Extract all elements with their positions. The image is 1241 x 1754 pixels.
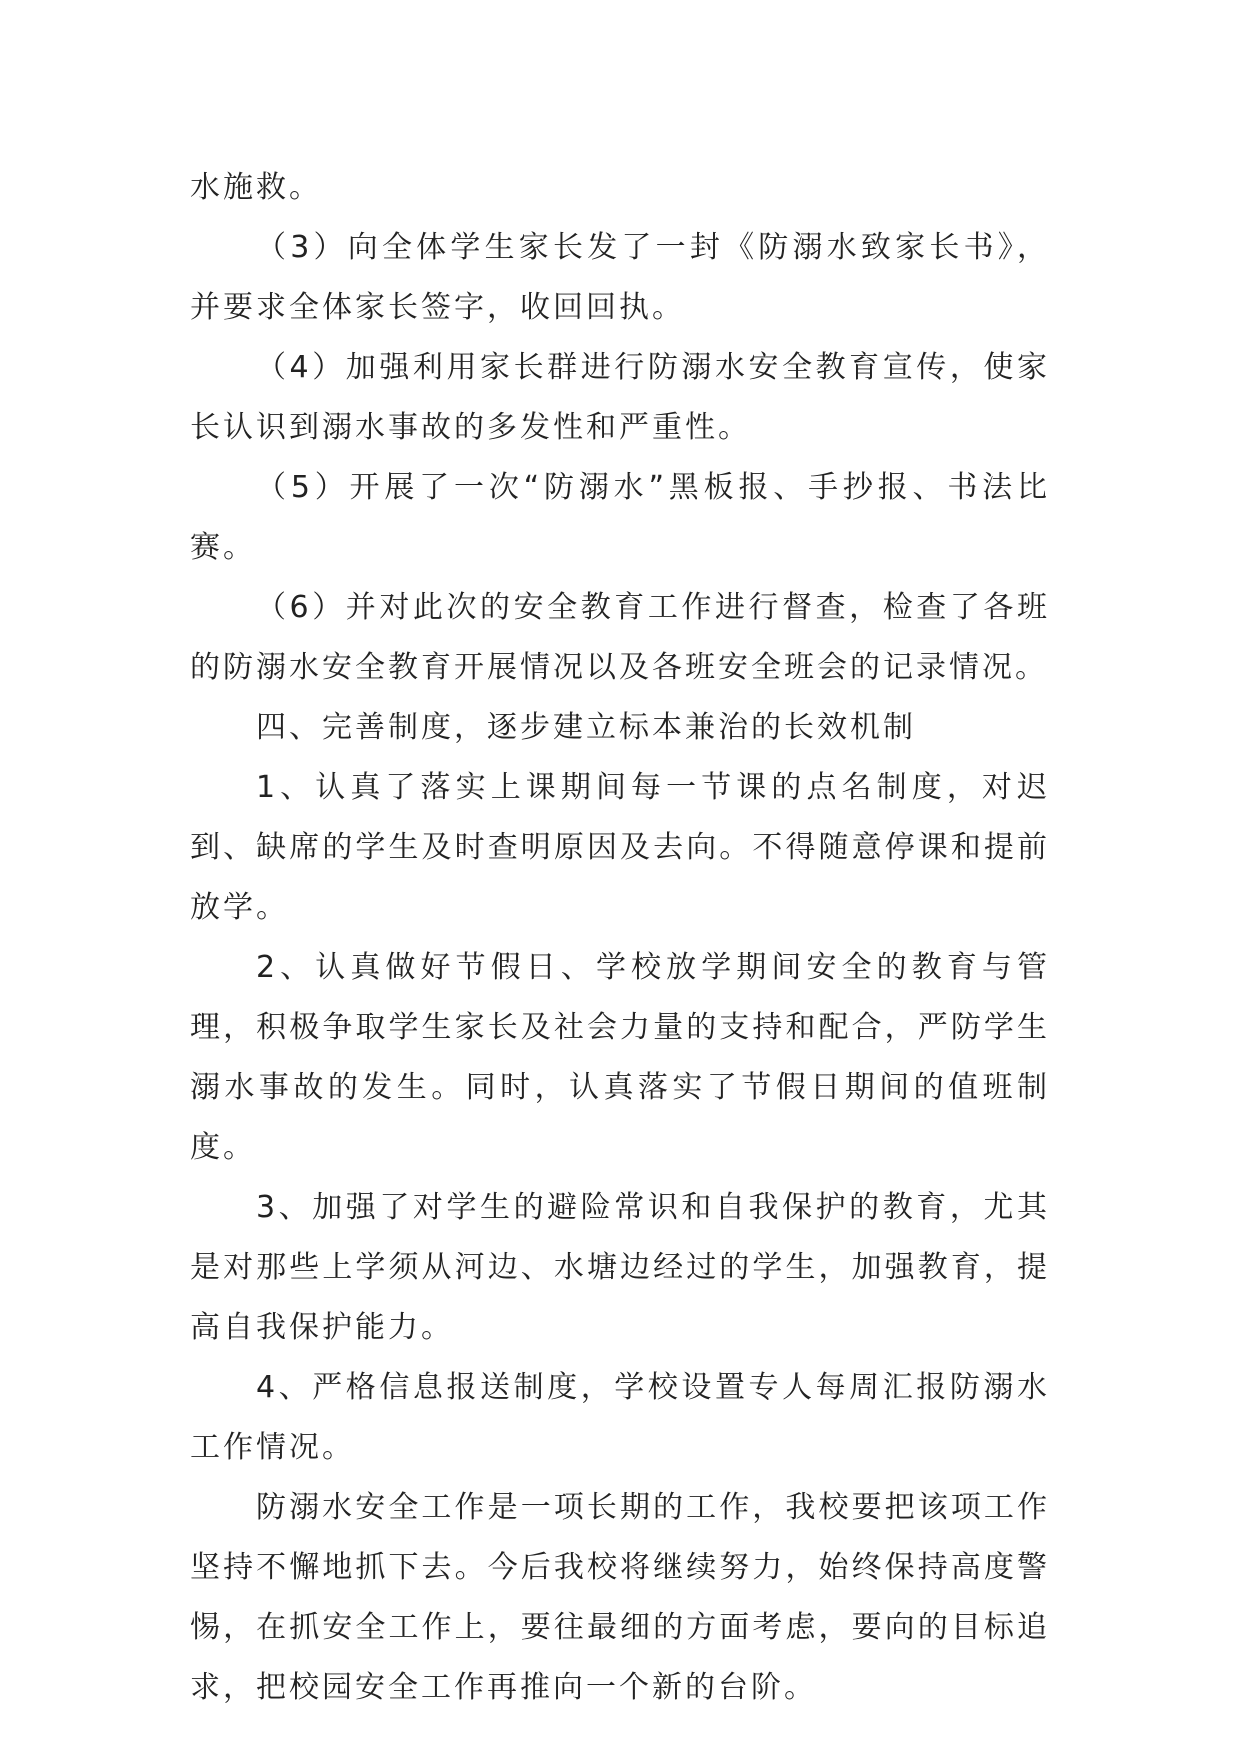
- paragraph-rule-4: 4、严格信息报送制度，学校设置专人每周汇报防溺水工作情况。: [190, 1370, 1050, 1465]
- paragraph-item-4: （4）加强利用家长群进行防溺水安全教育宣传，使家长认识到溺水事故的多发性和严重性。: [190, 350, 1050, 445]
- paragraph-rule-2: 2、认真做好节假日、学校放学期间安全的教育与管理，积极争取学生家长及社会力量的支持和配合，严防学生溺水事故的发生。同时，认真落实了节假日期间的值班制度。: [190, 950, 1050, 1165]
- paragraph-item-5: （5）开展了一次“防溺水”黑板报、手抄报、书法比赛。: [190, 470, 1050, 565]
- paragraph-rule-1: 1、认真了落实上课期间每一节课的点名制度，对迟到、缺席的学生及时查明原因及去向。不得随意停课和提前放学。: [190, 770, 1050, 925]
- paragraph-item-3: （3）向全体学生家长发了一封《防溺水致家长书》，并要求全体家长签字，收回回执。: [190, 230, 1050, 325]
- paragraph-continuation: 水施救。: [190, 170, 322, 205]
- paragraph-item-6: （6）并对此次的安全教育工作进行督查，检查了各班的防溺水安全教育开展情况以及各班安全班会的记录情况。: [190, 590, 1050, 685]
- section-heading-4: 四、完善制度，逐步建立标本兼治的长效机制: [256, 710, 916, 745]
- document-body: [190, 158, 1050, 1718]
- paragraph-conclusion: 防溺水安全工作是一项长期的工作，我校要把该项工作坚持不懈地抓下去。今后我校将继续努力，始终保持高度警惕，在抓安全工作上，要往最细的方面考虑，要向的目标追求，把校园安全工作再推向一个新的台阶。: [190, 1490, 1050, 1705]
- paragraph-rule-3: 3、加强了对学生的避险常识和自我保护的教育，尤其是对那些上学须从河边、水塘边经过的学生，加强教育，提高自我保护能力。: [190, 1190, 1050, 1345]
